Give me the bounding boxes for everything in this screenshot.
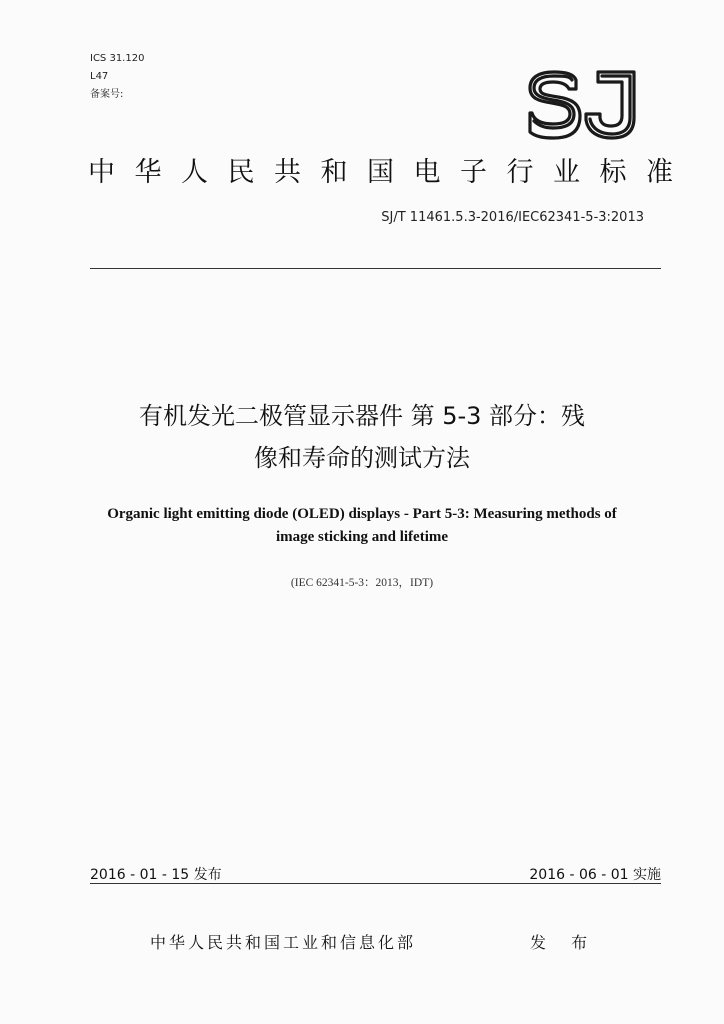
issue-date: 2016 - 01 - 15 发布: [90, 867, 222, 883]
ics-code: ICS 31.120: [90, 53, 145, 64]
header-rule: [90, 268, 661, 269]
standard-number: SJ/T 11461.5.3-2016/IEC62341-5-3:2013: [381, 210, 644, 225]
issuing-body-title: 中华人民共和国电子行业标准: [88, 157, 693, 188]
english-title: [40, 503, 684, 549]
english-title-line-2: image sticking and lifetime: [275, 529, 449, 545]
publish-label: 发 布: [530, 933, 598, 952]
chinese-title-line-2: 像和寿命的测试方法: [254, 444, 470, 472]
category-code: L47: [90, 71, 109, 82]
classification-block: [90, 50, 144, 104]
sj-logo: [526, 68, 638, 142]
filing-number-label: 备案号:: [90, 89, 124, 100]
chinese-title-line-1: 有机发光二极管显示器件 第 5-3 部分：残: [138, 402, 586, 430]
implementation-date: 2016 - 06 - 01 实施: [529, 867, 661, 883]
chinese-title: [40, 395, 684, 479]
footer-rule: [90, 883, 661, 884]
publisher-name: 中华人民共和国工业和信息化部: [150, 933, 417, 952]
english-title-line-1: Organic light emitting diode (OLED) displays - Part 5-3: Measuring methods of: [107, 506, 617, 522]
iec-equivalence: (IEC 62341-5-3：2013，IDT): [290, 577, 434, 589]
